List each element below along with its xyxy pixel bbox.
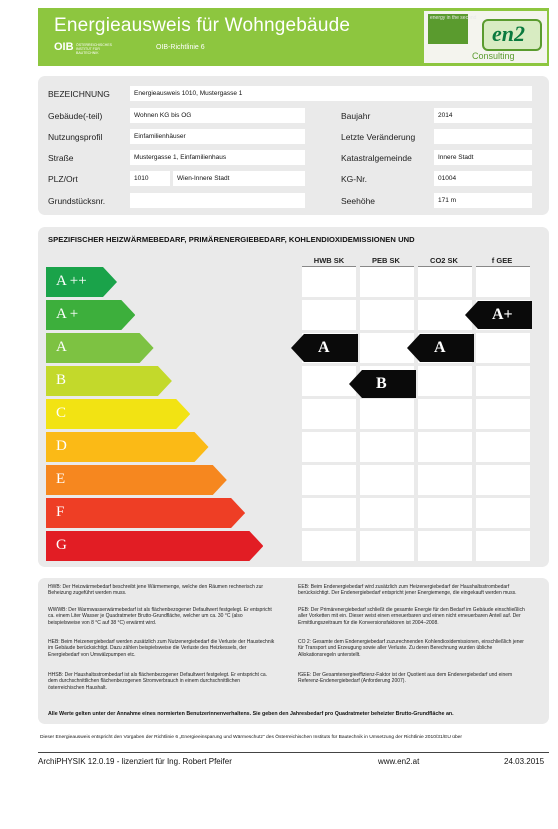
- building-part-value: Wohnen KG bis OG: [130, 108, 305, 123]
- energy-class-bar: [46, 366, 172, 396]
- rating-cell: [418, 366, 472, 396]
- rating-cell: [302, 300, 356, 330]
- oib-logo-subtext: ÖSTERREICHISCHES INSTITUT FÜR BAUTECHNIK: [76, 43, 112, 55]
- usage-value: Einfamilienhäuser: [130, 129, 305, 144]
- kg-value: 01004: [434, 171, 532, 186]
- rating-cell: [476, 333, 530, 363]
- note-peb: PEB: Der Primärenergiebedarf schließt die gesamte Energie für den Bedarf im Gebäude einschließlich aller Vorketten mit ein. Dieser weist einen erneuerbaren und einen nicht erneuerbaren Anteil auf. Der Ermittlungszeitraum für die Konversionsfaktoren ist 2004–2008.: [298, 607, 525, 626]
- rating-cell: [360, 267, 414, 297]
- rating-cell: [360, 465, 414, 495]
- rating-cell: [360, 300, 414, 330]
- year-label: Baujahr: [341, 111, 371, 121]
- rating-cell: [476, 432, 530, 462]
- rating-marker-label: A: [434, 339, 446, 356]
- building-info-panel: [38, 76, 549, 215]
- energy-class-bar: [46, 531, 263, 561]
- energy-class-arrow: [46, 399, 190, 429]
- oib-logo-text: OIB: [54, 41, 74, 53]
- rating-cell: [476, 366, 530, 396]
- rating-cell: [360, 498, 414, 528]
- altitude-value: 171 m: [434, 193, 532, 208]
- note-assumption: Alle Werte gelten unter der Annahme eines normierten Benutzerinnenverhaltens. Sie geben den Jahresbedarf pro Quadratmeter beheizter Brutto-Grundfläche an.: [48, 711, 454, 717]
- rating-cell: [418, 498, 472, 528]
- usage-label: Nutzungsprofil: [48, 132, 103, 142]
- designation-label: BEZEICHNUNG: [48, 89, 110, 99]
- rating-cell: [418, 531, 472, 561]
- rating-cell: [476, 498, 530, 528]
- rating-cell: [418, 300, 472, 330]
- logo-tagline: energy in the second: [430, 15, 477, 21]
- last-change-label: Letzte Veränderung: [341, 132, 416, 142]
- rating-marker-co2: [407, 334, 474, 362]
- energy-class-label: G: [56, 537, 67, 553]
- rating-cell: [476, 267, 530, 297]
- designation-value: Energieausweis 1010, Mustergasse 1: [130, 86, 532, 101]
- energy-class-arrow: [46, 498, 245, 528]
- plot-value: [130, 193, 305, 208]
- rating-cell: [418, 465, 472, 495]
- rating-cell: [476, 399, 530, 429]
- oib-logo: [54, 41, 112, 55]
- definitions-panel: [38, 578, 549, 724]
- header-banner: [38, 8, 549, 66]
- energy-class-bar: [46, 498, 245, 528]
- rating-cell: [360, 432, 414, 462]
- energy-class-arrow: [46, 465, 227, 495]
- note-hwb: HWB: Der Heizwärmebedarf beschreibt jene Wärmemenge, welche den Räumen rechnerisch zur Beheizung zugeführt werden muss.: [48, 584, 264, 597]
- rating-cell: [302, 531, 356, 561]
- energy-class-label: B: [56, 372, 67, 388]
- rating-cell: [476, 465, 530, 495]
- column-header-peb: PEB SK: [372, 256, 400, 265]
- energy-class-label: A: [56, 339, 67, 355]
- energy-class-shape: [46, 498, 245, 528]
- last-change-value: [434, 129, 532, 144]
- page-title: Energieausweis für Wohngebäude: [54, 15, 351, 36]
- energy-class-bar: [46, 432, 209, 462]
- energy-class-bar: [46, 465, 227, 495]
- rating-cell: [476, 531, 530, 561]
- cadastral-value: Innere Stadt: [434, 150, 532, 165]
- note-co2: CO 2: Gesamte dem Endenergiebedarf zuzurechnenden Kohlendioxidemissionen, einschließlich jener für Transport und Erzeugung sowie aller Verluste. Zu deren Berechnung wurden übliche Allokationsregeln unterstellt.: [298, 639, 524, 658]
- note-hhsb: HHSB: Der Haushaltsstrombedarf ist als flächenbezogener Defaultwert festgelegt. Er entspricht ca. dem durchschnittlichen flächenbezogenen Stromverbrauch in einem durchschnittlichen österreichischen Haushalt.: [48, 672, 267, 691]
- note-fgee: fGEE: Der Gesamtenergieeffizienz-Faktor ist der Quotient aus dem Endenergiebedarf und einem Referenz-Endenergiebedarf (Anforderung 2007).: [298, 672, 513, 685]
- energy-class-arrow: [46, 531, 263, 561]
- rating-cell: [302, 432, 356, 462]
- street-label: Straße: [48, 153, 74, 163]
- rating-cell: [302, 465, 356, 495]
- rating-cell: [418, 267, 472, 297]
- zip-city-label: PLZ/Ort: [48, 174, 78, 184]
- energy-class-label: A +: [56, 306, 79, 322]
- energy-class-shape: [46, 432, 209, 462]
- energy-class-label: E: [56, 471, 66, 487]
- rating-marker-peb: [349, 370, 416, 398]
- rating-marker-label: A: [318, 339, 330, 356]
- software-credit: ArchiPHYSIK 12.0.19 - lizenziert für Ing. Robert Pfeifer: [38, 757, 232, 766]
- rating-cell: [360, 531, 414, 561]
- rating-cell: [360, 399, 414, 429]
- logo-mark: en2: [492, 21, 525, 46]
- plot-label: Grundstücksnr.: [48, 196, 106, 206]
- issue-date: 24.03.2015: [504, 757, 545, 766]
- building-part-label: Gebäude(-teil): [48, 111, 103, 121]
- rating-cell: [418, 399, 472, 429]
- rating-marker-label: B: [376, 375, 387, 392]
- rating-cell: [302, 267, 356, 297]
- energy-class-bar: [46, 333, 154, 363]
- energy-rating-panel: [38, 227, 549, 567]
- footer-disclaimer: Dieser Energieausweis entspricht den Vorgaben der Richtlinie 6 „Energieeinsparung und Wärmeschutz" des Österreichischen Instituts für Bautechnik in Umsetzung der Richtlinie 2010/31/EU über: [40, 735, 463, 740]
- altitude-label: Seehöhe: [341, 196, 376, 206]
- note-heb: HEB: Beim Heizenergiebedarf werden zusätzlich zum Nutzenergiebedarf die Verluste der Haustechnik im Gebäude berücksichtigt. Dazu zählen beispielsweise die Verluste des Heizkessels, der Energiebedarf von Umwälzpumpen etc.: [48, 639, 275, 658]
- logo-subtitle: Consulting: [472, 51, 515, 61]
- rating-cell: [360, 333, 414, 363]
- kg-label: KG-Nr.: [341, 174, 367, 184]
- year-value: 2014: [434, 108, 532, 123]
- note-wwwb: WWWB: Der Warmwasserwärmebedarf ist als flächenbezogener Defaultwert festgelegt. Er entspricht ca. einem Liter Wasser je Quadratmeter Brutto-Grundfläche, welcher um ca. 30 °C (also beispielsweise von 8 °C auf 38 °C) erwärmt wird.: [48, 607, 272, 626]
- rating-marker-hwb: [291, 334, 358, 362]
- rating-cell: [302, 366, 356, 396]
- rating-marker-f: [465, 301, 532, 329]
- consultant-logo: [424, 11, 547, 63]
- column-header-fgee: f GEE: [491, 256, 513, 265]
- energy-class-bar: [46, 300, 135, 330]
- energy-section-title: SPEZIFISCHER HEIZWÄRMEBEDARF, PRIMÄRENERGIEBEDARF, KOHLENDIOXIDEMISSIONEN UND: [48, 235, 415, 244]
- energy-class-shape: [46, 531, 263, 561]
- energy-class-arrow: [46, 432, 209, 462]
- guideline-label: OIB-Richtlinie 6: [156, 44, 205, 51]
- zip-value: 1010: [130, 171, 170, 186]
- column-header-hwb: HWB SK: [313, 256, 345, 265]
- energy-class-label: D: [56, 438, 67, 454]
- energy-class-label: F: [56, 504, 65, 520]
- street-value: Mustergasse 1, Einfamilienhaus: [130, 150, 305, 165]
- energy-class-bar: [46, 399, 190, 429]
- energy-class-bar: [46, 267, 117, 297]
- energy-class-label: C: [56, 405, 67, 421]
- energy-class-label: A ++: [56, 273, 87, 289]
- note-eeb: EEB: Beim Endenergiebedarf wird zusätzlich zum Heizenergiebedarf der Haushaltsstrombedarf berücksichtigt. Der Endenergiebedarf entspricht jener Energiemenge, die eingekauft werden muss.: [298, 584, 517, 597]
- rating-cell: [418, 432, 472, 462]
- energy-class-shape: [46, 465, 227, 495]
- cadastral-label: Katastralgemeinde: [341, 153, 412, 163]
- footer-divider: [38, 752, 549, 753]
- city-value: Wien-Innere Stadt: [173, 171, 305, 186]
- rating-marker-label: A+: [492, 306, 513, 323]
- rating-cell: [302, 399, 356, 429]
- website-link[interactable]: www.en2.at: [378, 757, 420, 766]
- column-header-co2: CO2 SK: [430, 256, 458, 265]
- energy-class-shape: [46, 399, 190, 429]
- rating-cell: [302, 498, 356, 528]
